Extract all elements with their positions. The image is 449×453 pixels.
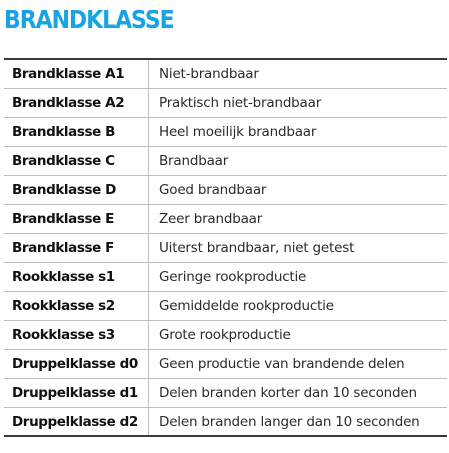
table-row [4, 234, 447, 263]
description-cell: Zeer brandbaar [159, 211, 263, 227]
description-cell: Heel moeilijk brandbaar [159, 124, 317, 140]
class-cell: Brandklasse A1 [4, 60, 149, 88]
table-row [4, 408, 447, 437]
class-cell: Brandklasse B [4, 118, 149, 146]
description-cell: Uiterst brandbaar, niet getest [159, 240, 355, 256]
description-cell: Niet-brandbaar [159, 66, 259, 82]
class-cell: Brandklasse E [4, 205, 149, 233]
table-row [4, 263, 447, 292]
class-cell: Brandklasse F [4, 234, 149, 262]
class-cell: Brandklasse A2 [4, 89, 149, 117]
class-cell: Rookklasse s2 [4, 292, 149, 320]
table-row [4, 205, 447, 234]
description-cell: Geringe rookproductie [159, 269, 307, 285]
description-cell: Brandbaar [159, 153, 229, 169]
table-row [4, 118, 447, 147]
description-cell: Grote rookproductie [159, 327, 291, 343]
class-cell: Brandklasse C [4, 147, 149, 175]
table-row [4, 176, 447, 205]
table-row [4, 60, 447, 89]
class-cell: Druppelklasse d1 [4, 379, 149, 407]
class-cell: Rookklasse s1 [4, 263, 149, 291]
class-cell: Rookklasse s3 [4, 321, 149, 349]
table-row [4, 147, 447, 176]
table-row [4, 292, 447, 321]
description-cell: Geen productie van brandende delen [159, 356, 405, 372]
description-cell: Praktisch niet-brandbaar [159, 95, 322, 111]
class-cell: Brandklasse D [4, 176, 149, 204]
table-row [4, 350, 447, 379]
description-cell: Gemiddelde rookproductie [159, 298, 334, 314]
page-title: BRANDKLASSE [4, 5, 174, 34]
class-cell: Druppelklasse d2 [4, 408, 149, 435]
table-row [4, 379, 447, 408]
description-cell: Delen branden langer dan 10 seconden [159, 413, 420, 430]
class-cell: Druppelklasse d0 [4, 350, 149, 378]
table-row [4, 89, 447, 118]
description-cell: Delen branden korter dan 10 seconden [159, 385, 417, 401]
brandklasse-table [4, 58, 447, 437]
description-cell: Goed brandbaar [159, 182, 267, 198]
table-row [4, 321, 447, 350]
